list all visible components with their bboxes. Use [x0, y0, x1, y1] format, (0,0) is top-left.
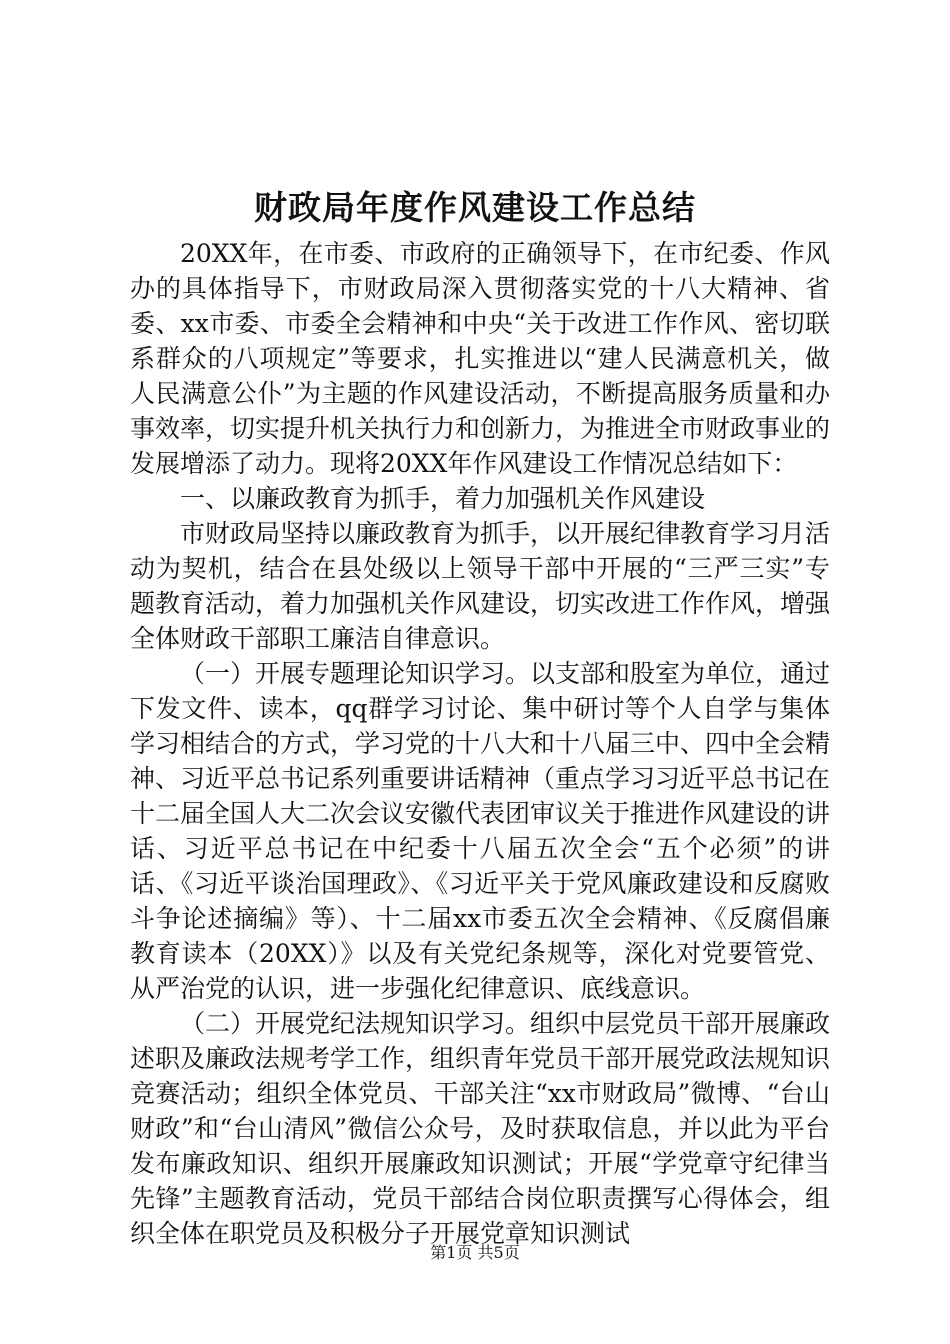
paragraph-item-2: （二）开展党纪法规知识学习。组织中层党员干部开展廉政述职及廉政法规考学工作，组织青年党员干部开展党政法规知识竞赛活动；组织全体党员、干部关注“xx市财政局”微博、“台山财政”和“台山清风”微信公众号，及时获取信息，并以此为平台发布廉政知识、组织开展廉政知识测试；开展“学党章守纪律当先锋”主题教育活动，党员干部结合岗位职责撰写心得体会，组织全体在职党员及积极分子开展党章知识测试	[130, 1009, 831, 1248]
document-title: 财政局年度作风建设工作总结	[254, 188, 696, 227]
paragraph-intro: 20XX年，在市委、市政府的正确领导下，在市纪委、作风办的具体指导下，市财政局深入贯彻落实党的十八大精神、省委、xx市委、市委全会精神和中央“关于改进工作作风、密切联系群众的八项规定”等要求，扎实推进以“建人民满意机关，做人民满意公仆”为主题的作风建设活动，不断提高服务质量和办事效率，切实提升机关执行力和创新力，为推进全市财政事业的发展增添了动力。现将20XX年作风建设工作情况总结如下：	[130, 239, 831, 478]
section-heading-1: 一、以廉政教育为抓手，着力加强机关作风建设	[180, 484, 706, 513]
paragraph-section-1: 市财政局坚持以廉政教育为抓手，以开展纪律教育学习月活动为契机，结合在县处级以上领导干部中开展的“三严三实”专题教育活动，着力加强机关作风建设，切实改进工作作风，增强全体财政干部职工廉洁自律意识。	[130, 519, 831, 653]
document-body	[130, 236, 830, 1251]
paragraph-item-1: （一）开展专题理论知识学习。以支部和股室为单位，通过下发文件、读本，qq群学习讨论、集中研讨等个人自学与集体学习相结合的方式，学习党的十八大和十八届三中、四中全会精神、习近平总书记系列重要讲话精神（重点学习习近平总书记在十二届全国人大二次会议安徽代表团审议关于推进作风建设的讲话、习近平总书记在中纪委十八届五次全会“五个必须”的讲话、《习近平谈治国理政》、《习近平关于党风廉政建设和反腐败斗争论述摘编》等）、十二届xx市委五次全会精神、《反腐倡廉教育读本（20XX）》以及有关党纪条规等，深化对党要管党、从严治党的认识，进一步强化纪律意识、底线意识。	[130, 659, 831, 1003]
page-number-footer: 第1页 共5页	[430, 1243, 520, 1262]
